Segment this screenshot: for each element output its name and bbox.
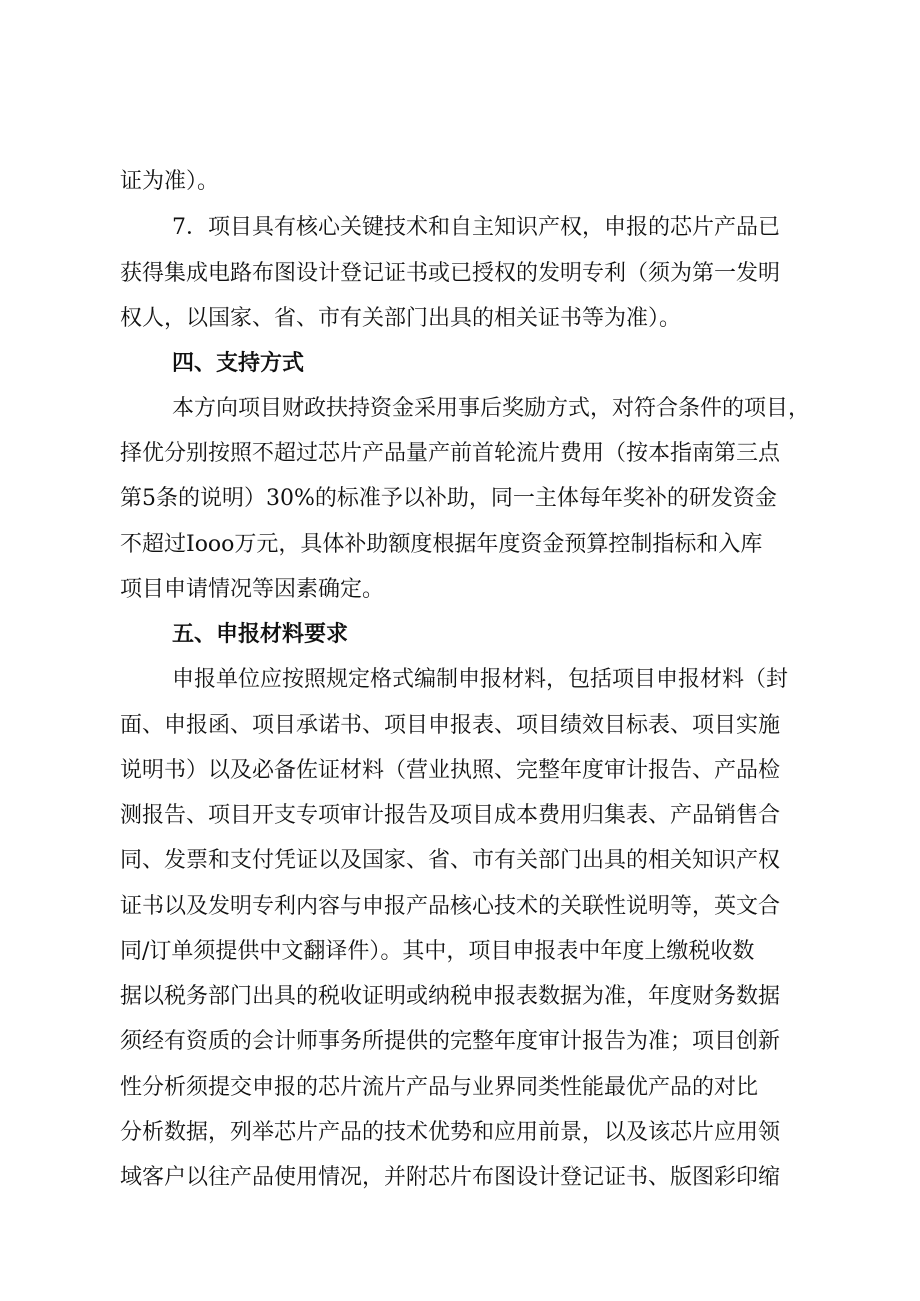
text-line: 择优分别按照不超过芯片产品量产前首轮流片费用（按本指南第三点 — [120, 441, 781, 466]
text-line: 获得集成电路布图设计登记证书或已授权的发明专利（须为第一发明 — [120, 261, 781, 286]
text-line: 据以税务部门出具的税收证明或纳税申报表数据为准，年度财务数据 — [120, 984, 781, 1009]
text-line: 证为准）。 — [120, 169, 220, 194]
text-line: 面、申报函、项目承诺书、项目申报表、项目绩效目标表、项目实施 — [120, 713, 781, 738]
text-line: 同、发票和支付凭证以及国家、省、市有关部门出具的相关知识产权 — [120, 848, 781, 873]
section-heading: 四、支持方式 — [172, 351, 305, 376]
text-line: 同/订单须提供中文翻译件）。其中，项目申报表中年度上缴税收数 — [120, 939, 755, 964]
text-line: 项目申请情况等因素确定。 — [120, 577, 385, 602]
text-line: 申报单位应按照规定格式编制申报材料，包括项目申报材料（封 — [172, 667, 789, 692]
section-heading: 五、申报材料要求 — [172, 622, 349, 647]
text-line: 第5条的说明）30%的标准予以补助，同一主体每年奖补的研发资金 — [120, 486, 777, 511]
text-line: 证书以及发明专利内容与申报产品核心技术的关联性说明等，英文合 — [120, 894, 781, 919]
text-line: 权人，以国家、省、市有关部门出具的相关证书等为准）。 — [120, 306, 682, 331]
text-line: 域客户以往产品使用情况，并附芯片布图设计登记证书、版图彩印缩 — [120, 1165, 781, 1190]
text-line: 7．项目具有核心关键技术和自主知识产权，申报的芯片产品已 — [172, 215, 780, 240]
text-line: 性分析须提交申报的芯片流片产品与业界同类性能最优产品的对比 — [120, 1075, 759, 1100]
text-line: 须经有资质的会计师事务所提供的完整年度审计报告为准；项目创新 — [120, 1029, 781, 1054]
text-line: 测报告、项目开支专项审计报告及项目成本费用归集表、产品销售合 — [120, 803, 781, 828]
text-line: 分析数据，列举芯片产品的技术优势和应用前景，以及该芯片应用领 — [120, 1120, 781, 1145]
text-line: 说明书）以及必备佐证材料（营业执照、完整年度审计报告、产品检 — [120, 758, 781, 783]
text-line: 本方向项目财政扶持资金采用事后奖励方式，对符合条件的项目， — [172, 396, 811, 421]
text-line: 不超过Iooo万元，具体补助额度根据年度资金预算控制指标和入库 — [120, 532, 763, 557]
